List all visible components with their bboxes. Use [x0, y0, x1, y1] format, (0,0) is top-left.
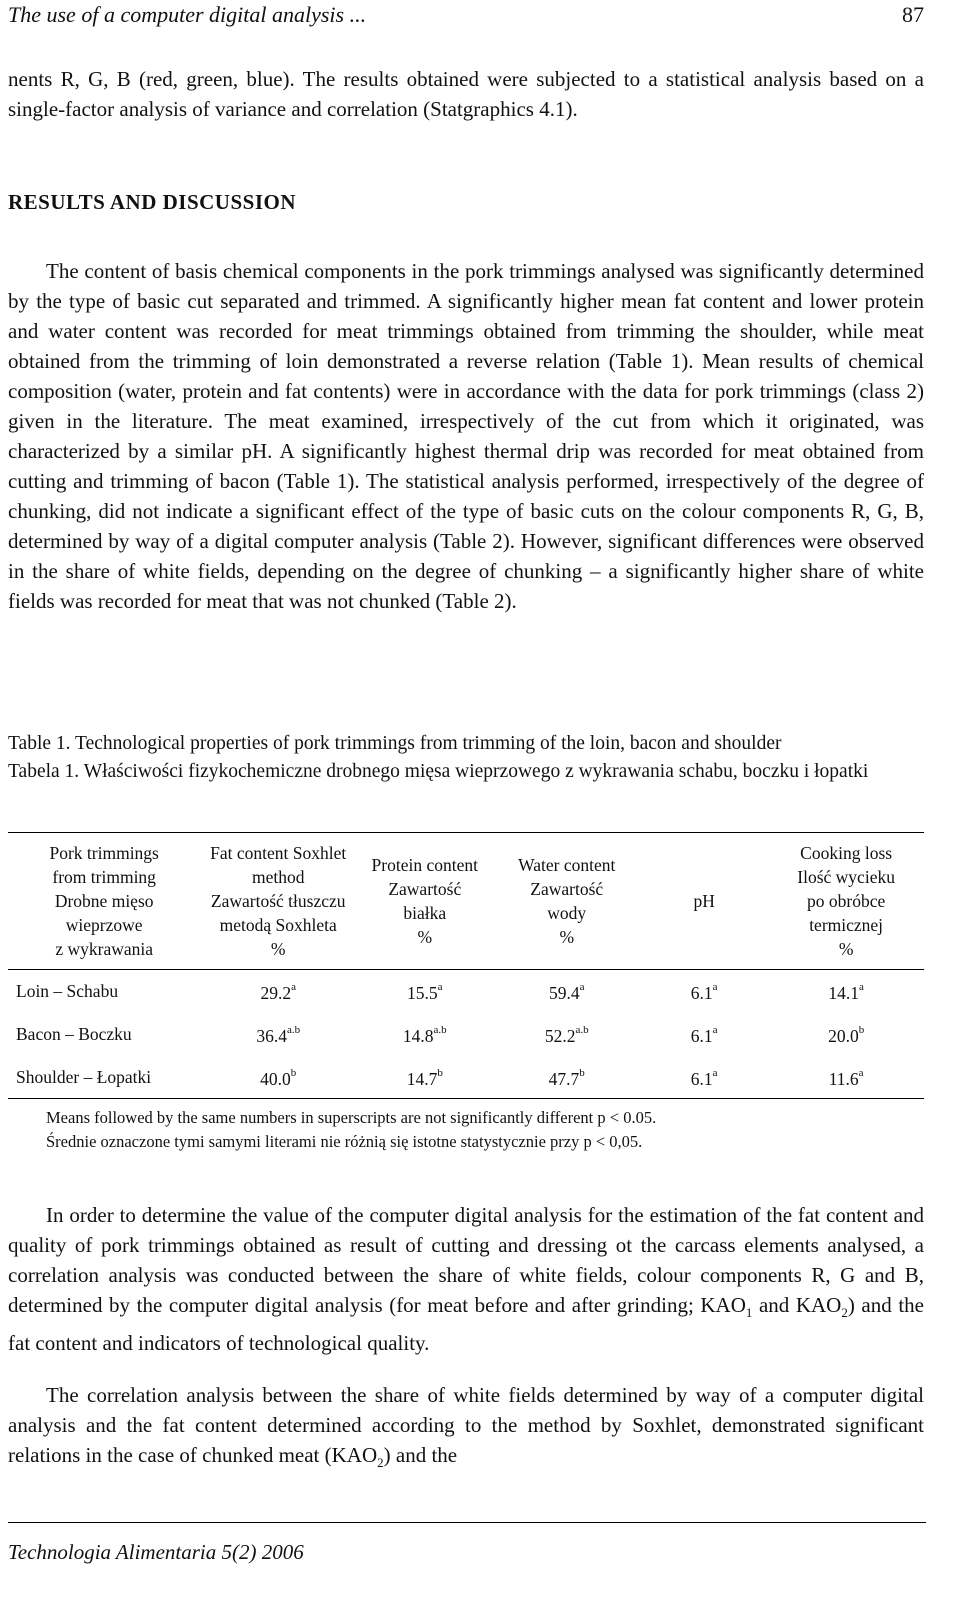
significance-superscript: a [858, 981, 864, 993]
paragraph-text: and KAO [752, 1293, 842, 1317]
cell-value: 14.1 [828, 982, 859, 1003]
column-header [8, 833, 200, 970]
table-footnote-en: Means followed by the same numbers in superscripts are not significantly different p < 0.05. [46, 1108, 657, 1127]
paragraph-correlation-analysis [8, 1380, 924, 1478]
table-cell [493, 1013, 640, 1056]
column-header-line: z wykrawania [55, 939, 154, 959]
table-caption-pl: Tabela 1. Właściwości fizykochemiczne drobnego mięsa wieprzowego z wykrawania schabu, boczku i łopatki [8, 761, 869, 782]
significance-superscript: a [579, 981, 585, 993]
column-header-line: wody [547, 903, 587, 923]
column-header-line: Ilość wycieku [797, 867, 895, 887]
cell-value: 20.0 [828, 1025, 859, 1046]
table-row [8, 1056, 924, 1099]
table-row [8, 970, 924, 1013]
row-label: Shoulder – Łopatki [16, 1066, 152, 1087]
table-header-row [8, 833, 924, 970]
significance-superscript: a [291, 981, 296, 993]
column-header-line: % [270, 939, 286, 959]
paragraph-continued: nents R, G, B (red, green, blue). The results obtained were subjected to a statistical analysis based on a single-factor analysis of variance and correlation (Statgraphics 4.1). [8, 67, 924, 121]
table-cell [356, 1056, 493, 1099]
table-caption-en: Table 1. Technological properties of pork trimmings from trimming of the loin, bacon and shoulder [8, 733, 782, 754]
cell-value: 52.2 [544, 1025, 576, 1046]
column-header-line: termicznej [809, 915, 884, 935]
column-header-line: po obróbce [807, 891, 886, 911]
paragraph-correlation-intro [8, 1200, 924, 1358]
table-cell [768, 1013, 924, 1056]
column-header-line: metodą Soxhleta [219, 915, 337, 935]
cell-value: 36.4 [256, 1025, 287, 1046]
column-header-line: Zawartość tłuszczu [210, 891, 346, 911]
column-header [356, 833, 493, 970]
significance-superscript: b [290, 1066, 297, 1079]
table-cell [200, 1013, 356, 1056]
data-table [8, 832, 924, 1099]
running-header [8, 2, 924, 32]
subscript: 2 [377, 1455, 384, 1471]
significance-superscript: a [712, 1023, 718, 1036]
table-body [8, 970, 924, 1099]
cell-value: 11.6 [828, 1068, 859, 1089]
cell-value: 29.2 [260, 982, 292, 1003]
significance-superscript: a [858, 1066, 864, 1079]
subscript: 2 [841, 1305, 848, 1321]
column-header-line: Water content [518, 855, 616, 875]
table-cell [768, 970, 924, 1013]
row-label: Bacon – Boczku [16, 1023, 132, 1044]
significance-superscript: a [437, 981, 443, 993]
cell-value: 59.4 [548, 982, 580, 1003]
significance-superscript: a.b [433, 1023, 447, 1036]
cell-value: 6.1 [690, 1068, 713, 1089]
column-header [493, 833, 640, 970]
paragraph-text: In order to determine the value of the computer digital analysis for the estimation of the fat content and quality of pork trimmings obtained as result of cutting and dressing ot the carcass elements analysed, a correlation analysis was conducted between the share of white fields, colour components R, G and B, determined by the computer digital analysis (for meat before and after grinding; KAO [8, 1203, 924, 1317]
page-number: 87 [902, 2, 924, 27]
significance-superscript: a [712, 981, 718, 993]
column-header-line: Zawartość [388, 879, 462, 899]
column-header [200, 833, 356, 970]
column-header-line: Fat content Soxhlet [210, 843, 347, 863]
paragraph-text: The correlation analysis between the share of white fields determined by way of a computer digital analysis and the fat content determined according to the method by Soxhlet, demonstrated significant relations in the case of chunked meat (KAO [8, 1383, 924, 1467]
table-cell [640, 1056, 768, 1099]
significance-superscript: a.b [286, 1023, 301, 1036]
table-cell [768, 1056, 924, 1099]
column-header-line: % [417, 927, 433, 947]
significance-superscript: b [858, 1023, 865, 1036]
table-cell [200, 1056, 356, 1099]
cell-value: 40.0 [260, 1068, 291, 1089]
cell-value: 47.7 [548, 1068, 580, 1089]
column-header-line: % [559, 927, 575, 947]
section-heading: RESULTS AND DISCUSSION [8, 190, 296, 214]
table-cell [356, 970, 493, 1013]
significance-superscript: a [712, 1066, 718, 1079]
cell-value: 14.7 [406, 1068, 438, 1089]
paragraph-text: ) and the fat content and indicators of technological quality. [8, 1293, 924, 1356]
row-label: Loin – Schabu [16, 980, 119, 1001]
table-cell [493, 970, 640, 1013]
cell-value: 14.8 [402, 1025, 434, 1046]
table-cell [640, 970, 768, 1013]
column-header-line: Protein content [371, 855, 478, 875]
cell-value: 15.5 [407, 982, 438, 1003]
column-header-line: from trimming [52, 867, 156, 887]
column-header-line: Pork trimmings [49, 843, 159, 863]
table-cell [356, 1013, 493, 1056]
column-header-line: Drobne mięso [54, 891, 154, 911]
table-row [8, 1013, 924, 1056]
subscript: 1 [745, 1305, 753, 1321]
column-header [640, 833, 768, 970]
journal-footer: Technologia Alimentaria 5(2) 2006 [8, 1540, 304, 1564]
paragraph-results: The content of basis chemical components in the pork trimmings analysed was significantly determined by the type of basic cut separated and trimmed. A significantly higher mean fat content and lower protein and water content was recorded for meat trimmings obtained from trimming the shoulder, while meat obtained from the trimming of loin demonstrated a reverse relation (Table 1). Mean results of chemical composition (water, protein and fat contents) were in accordance with the data for pork trimmings (class 2) given in the literature. The meat examined, irrespectively of the cut from which it originated, was characterized by a similar pH. A significantly highest thermal drip was recorded for meat obtained from cutting and trimming of bacon (Table 1). The statistical analysis performed, irrespectively of the degree of chunking, did not indicate a significant effect of the type of basic cuts on the colour components R, G, B, determined by way of a digital computer analysis (Table 2). However, significant differences were observed in the share of white fields, depending on the degree of chunking – a significantly higher share of white fields was recorded for meat that was not chunked (Table 2). [8, 259, 924, 613]
paragraph-text: ) and the [383, 1443, 458, 1467]
column-header-line: białka [403, 903, 447, 923]
table-cell [493, 1056, 640, 1099]
running-title: The use of a computer digital analysis ... [8, 2, 367, 27]
column-header-line: pH [693, 891, 715, 911]
cell-value: 6.1 [690, 982, 713, 1003]
table-1 [8, 832, 924, 1099]
column-header-line: Zawartość [530, 879, 604, 899]
table-cell [640, 1013, 768, 1056]
significance-superscript: b [437, 1066, 443, 1079]
column-header-line: wieprzowe [65, 915, 143, 935]
significance-superscript: b [579, 1066, 585, 1079]
column-header-line: Cooking loss [800, 843, 893, 863]
column-header-line: method [251, 867, 305, 887]
column-header [768, 833, 924, 970]
footer-divider [8, 1522, 926, 1523]
table-cell [200, 970, 356, 1013]
significance-superscript: a.b [575, 1023, 589, 1036]
cell-value: 6.1 [690, 1025, 713, 1046]
column-header-line: % [838, 939, 854, 959]
table-footnote-pl: Średnie oznaczone tymi samymi literami nie różnią się istotne statystycznie przy p < 0,05. [46, 1132, 643, 1151]
